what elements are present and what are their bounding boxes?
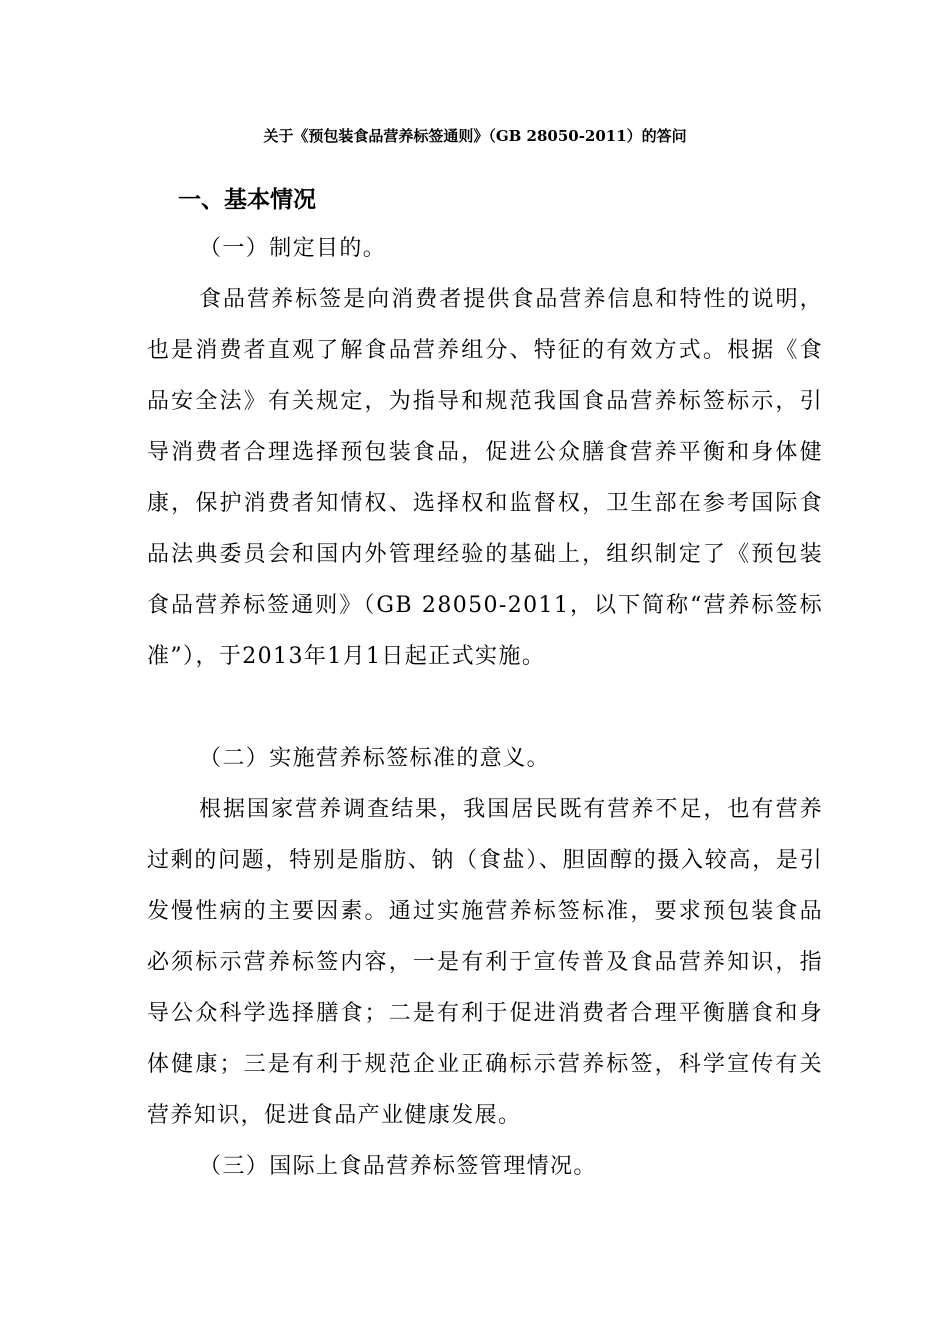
subsection-heading-2: （二）实施营养标签标准的意义。 <box>199 746 551 771</box>
section-heading: 一、基本情况 <box>178 187 316 213</box>
paragraph-1: 食品营养标签是向消费者提供食品营养信息和特性的说明，也是消费者直观了解食品营养组分、特征的有效方式。根据《食品安全法》有关规定，为指导和规范我国食品营养标签标示，引导消费者合理选择预包装食品，促进公众膳食营养平衡和身体健康，保护消费者知情权、选择权和监督权，卫生部在参考国际食品法典委员会和国内外管理经验的基础上，组织制定了《预包装食品营养标签通则》（GB 28050-2011，以下简称“营养标签标准”），于2013年1月1日起正式实施。 <box>147 287 823 669</box>
subsection-heading-1: （一）制定目的。 <box>199 236 387 261</box>
paragraph-2: 根据国家营养调查结果，我国居民既有营养不足，也有营养过剩的问题，特别是脂肪、钠（食盐）、胆固醇的摄入较高，是引发慢性病的主要因素。通过实施营养标签标准，要求预包装食品必须标示营养标签内容，一是有利于宣传普及食品营养知识，指导公众科学选择膳食；二是有利于促进消费者合理平衡膳食和身体健康；三是有利于规范企业正确标示营养标签，科学宣传有关营养知识，促进食品产业健康发展。 <box>147 797 823 1128</box>
document-title: 关于《预包装食品营养标签通则》（GB 28050-2011）的答问 <box>263 127 687 145</box>
subsection-heading-3: （三）国际上食品营养标签管理情况。 <box>199 1154 597 1179</box>
